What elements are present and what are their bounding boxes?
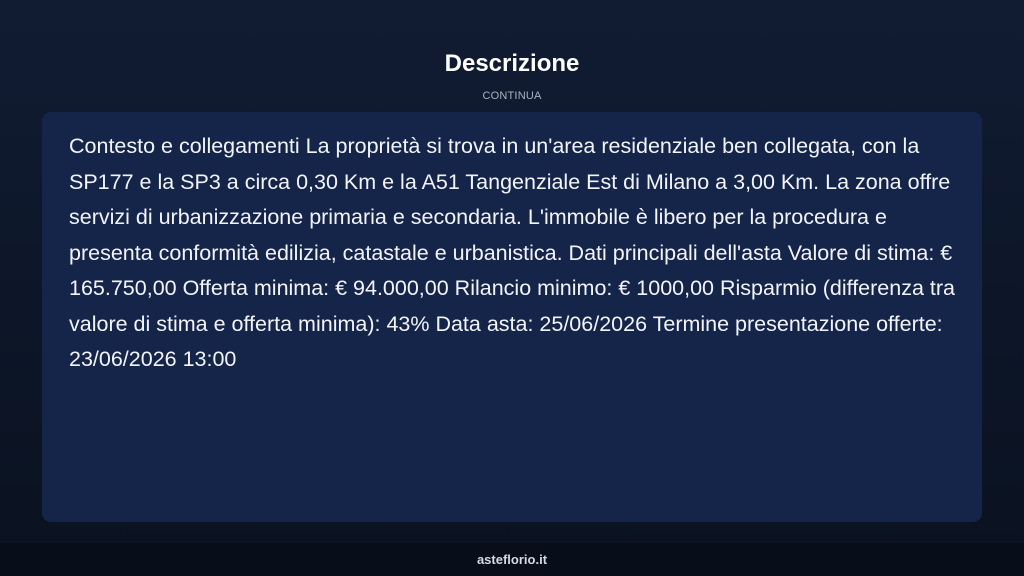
description-card: [42, 112, 982, 522]
continue-label: CONTINUA: [482, 90, 542, 102]
page-title: Descrizione: [444, 50, 580, 77]
description-text: Contesto e collegamenti La proprietà si trova in un'area residenziale ben collegata, con la SP177 e la SP3 a circa 0,30 Km e la A51 Tangenziale Est di Milano a 3,00 Km. La zona offre servizi di urbanizzazione primaria e secondaria. L'immobile è libero per la procedura e presenta conformità edilizia, catastale e urbanistica. Dati principali dell'asta Valore di stima: € 165.750,00 Offerta minima: € 94.000,00 Rilancio minimo: € 1000,00 Risparmio (differenza tra valore di stima e offerta minima): 43% Data asta: 25/06/2026 Termine presentazione offerte: 23/06/2026 13:00: [69, 134, 955, 371]
site-name: asteflorio.it: [476, 552, 548, 567]
footer-bar: [0, 543, 1024, 576]
